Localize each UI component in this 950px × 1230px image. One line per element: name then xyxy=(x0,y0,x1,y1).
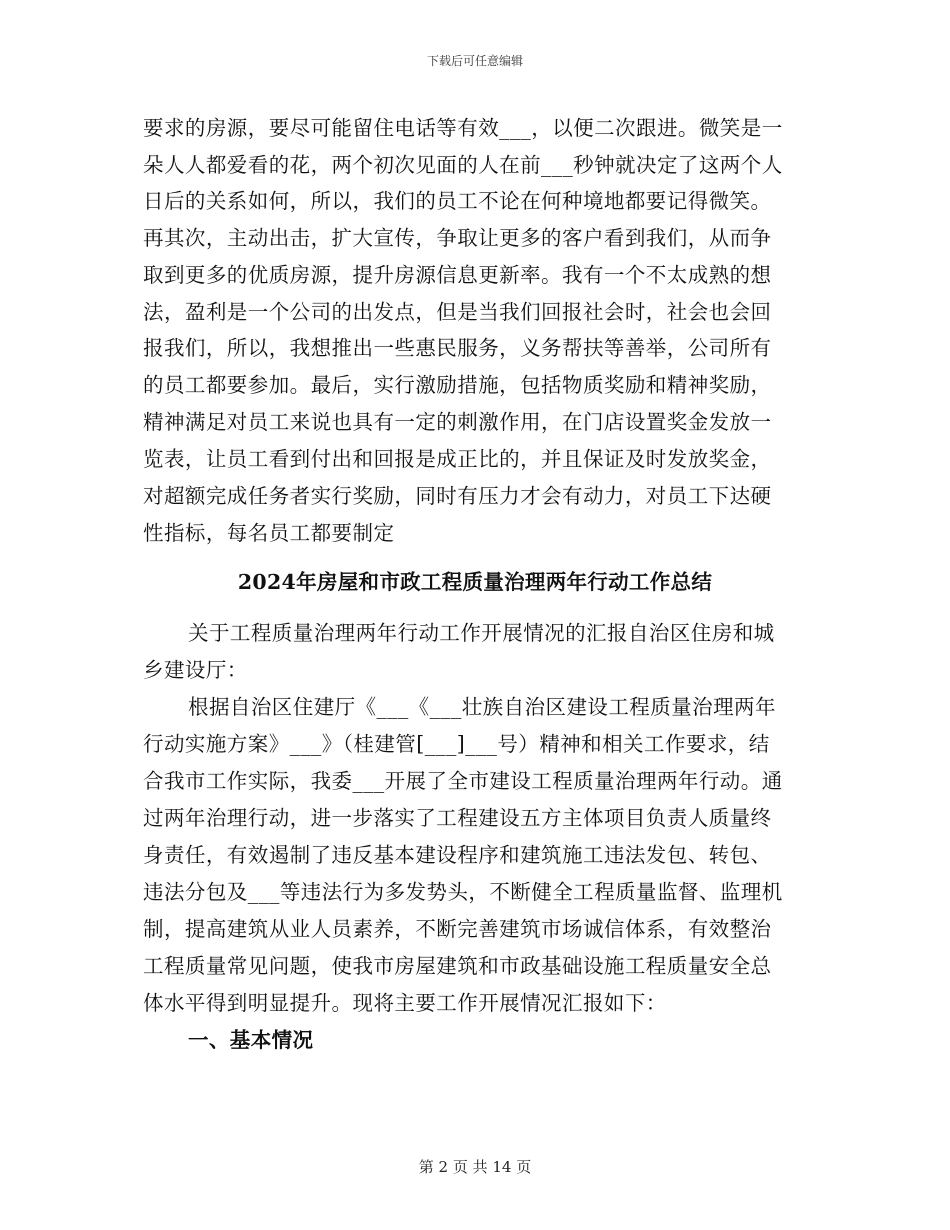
section-heading: 一、基本情况 xyxy=(188,1028,314,1052)
paragraph-line: 览表，让员工看到付出和回报是成正比的，并且保证及时发放奖金， xyxy=(143,447,772,471)
paragraph-line: 对超额完成任务者实行奖励，同时有压力才会有动力，对员工下达硬 xyxy=(143,484,772,508)
body-line: 过两年治理行动，进一步落实了工程建设五方主体项目负责人质量终 xyxy=(143,806,772,830)
body-line: 工程质量常见问题，使我市房屋建筑和市政基础设施工程质量安全总 xyxy=(143,954,772,978)
body-line: 根据自治区住建厅《___《___壮族自治区建设工程质量治理两年 xyxy=(188,695,776,719)
body-line: 行动实施方案》___》（桂建管[___]___号）精神和相关工作要求，结 xyxy=(143,732,770,756)
page-footer: 第 2 页 共 14 页 xyxy=(418,1158,532,1176)
paragraph-line: 再其次，主动出击，扩大宣传，争取让更多的客户看到我们，从而争 xyxy=(143,226,772,250)
intro-line: 关于工程质量治理两年行动工作开展情况的汇报自治区住房和城 xyxy=(188,621,775,645)
paragraph-line: 取到更多的优质房源，提升房源信息更新率。我有一个不太成熟的想 xyxy=(143,263,772,287)
paragraph-line: 的员工都要参加。最后，实行激励措施，包括物质奖励和精神奖励， xyxy=(143,373,772,397)
body-line: 违法分包及___等违法行为多发势头，不断健全工程质量监督、监理机 xyxy=(143,880,783,904)
body-line: 体水平得到明显提升。现将主要工作开展情况汇报如下： xyxy=(143,991,667,1015)
document-title: 2024年房屋和市政工程质量治理两年行动工作总结 xyxy=(237,570,713,594)
paragraph-line: 报我们，所以，我想推出一些惠民服务，义务帮扶等善举，公司所有 xyxy=(143,336,772,360)
paragraph-line: 要求的房源，要尽可能留住电话等有效___，以便二次跟进。微笑是一 xyxy=(143,116,783,140)
paragraph-line: 朵人人都爱看的花，两个初次见面的人在前___秒钟就决定了这两个人 xyxy=(143,153,783,177)
page-header: 下载后可任意编辑 xyxy=(426,54,523,68)
paragraph-line: 精神满足对员工来说也具有一定的刺激作用，在门店设置奖金发放一 xyxy=(143,410,772,434)
paragraph-line: 法，盈利是一个公司的出发点，但是当我们回报社会时，社会也会回 xyxy=(143,300,772,324)
intro-line: 乡建设厅： xyxy=(143,658,248,682)
body-line: 合我市工作实际，我委___开展了全市建设工程质量治理两年行动。通 xyxy=(143,769,783,793)
body-line: 身责任，有效遏制了违反基本建设程序和建筑施工违法发包、转包、 xyxy=(143,843,772,867)
paragraph-line: 性指标，每名员工都要制定 xyxy=(143,521,395,545)
paragraph-line: 日后的关系如何，所以，我们的员工不论在何种境地都要记得微笑。 xyxy=(143,189,772,213)
body-line: 制，提高建筑从业人员素养，不断完善建筑市场诚信体系，有效整治 xyxy=(143,917,772,941)
